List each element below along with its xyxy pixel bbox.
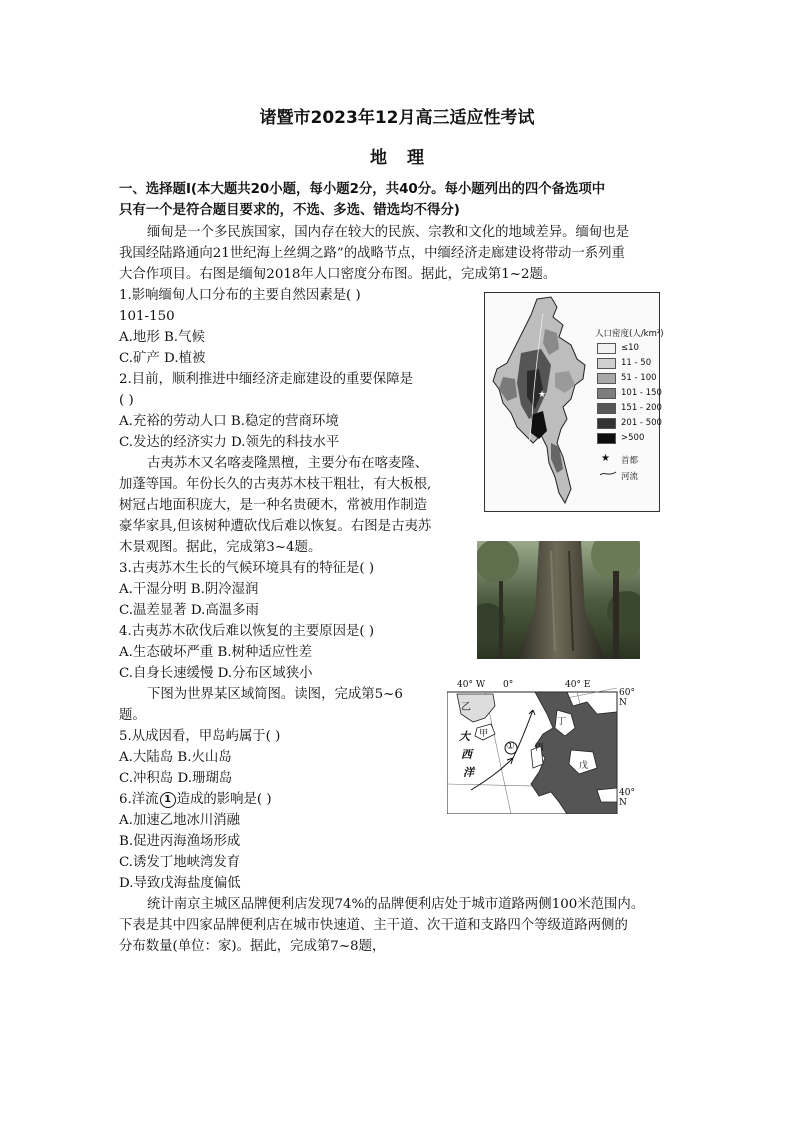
lat-label-40n: 40° N bbox=[619, 788, 635, 808]
myanmar-map-figure bbox=[484, 292, 664, 512]
subject-title: 地理 bbox=[370, 148, 444, 168]
lat-label-60n: 60° N bbox=[619, 688, 635, 708]
place-ding: 丁 bbox=[557, 717, 567, 727]
q3-options-cd: C.温差显著 D.高温多雨 bbox=[119, 603, 259, 618]
passage2-line: 树冠占地面积庞大，是一种名贵硬木，常被用作制造 bbox=[119, 498, 427, 513]
legend-swatch bbox=[597, 403, 616, 414]
passage1-line: 大合作项目。右图是缅甸2018年人口密度分布图。据此，完成第1~2题。 bbox=[119, 267, 557, 282]
legend-label: >500 bbox=[621, 433, 645, 443]
lon-label-40w: 40° W bbox=[457, 680, 486, 690]
q4-stem: 4.古夷苏木砍伐后难以恢复的主要原因是( ) bbox=[119, 624, 375, 639]
region-map-figure bbox=[447, 680, 635, 814]
ocean-label-2: 西 bbox=[461, 748, 472, 761]
q2-stem: 2.目前，顺利推进中缅经济走廊建设的重要保障是 bbox=[119, 372, 413, 387]
q6-stem-post: 造成的影响是( ) bbox=[176, 792, 272, 807]
q6-option-a: A.加速乙地冰川消融 bbox=[119, 813, 241, 828]
legend-swatch bbox=[597, 358, 616, 369]
lon-label-0: 0° bbox=[503, 680, 514, 690]
q6-stem bbox=[119, 790, 272, 810]
q1-stem: 1.影响缅甸人口分布的主要自然因素是( ) bbox=[119, 288, 361, 303]
passage4-line: 统计南京主城区品牌便利店发现74%的品牌便利店处于城市道路两侧100米范围内。 bbox=[147, 897, 645, 912]
q2-options-ab: A.充裕的劳动人口 B.稳定的营商环境 bbox=[119, 414, 339, 429]
passage2-line: 豪华家具,但该树种遭砍伐后难以恢复。右图是古夷苏 bbox=[119, 519, 432, 534]
q2-paren: ( ) bbox=[119, 393, 134, 408]
section-heading: 一、选择题Ⅰ(本大题共20小题，每小题2分，共40分。每小题列出的四个备选项中 bbox=[119, 182, 606, 197]
ocean-label-1: 大 bbox=[459, 730, 470, 743]
legend-swatch bbox=[597, 373, 616, 384]
ocean-label-3: 洋 bbox=[463, 766, 474, 779]
q4-options-ab: A.生态破坏严重 B.树种适应性差 bbox=[119, 645, 312, 660]
passage4-line: 分布数量(单位：家)。据此，完成第7~8题， bbox=[119, 939, 386, 954]
page-title: 诸暨市2023年12月高三适应性考试 bbox=[259, 108, 535, 128]
q3-stem: 3.古夷苏木生长的气候环境具有的特征是( ) bbox=[119, 561, 375, 576]
section-heading-2: 只有一个是符合题目要求的，不选、多选、错选均不得分) bbox=[119, 203, 460, 218]
q5-stem: 5.从成因看，甲岛屿属于( ) bbox=[119, 729, 281, 744]
capital-legend-label: 首都 bbox=[621, 456, 639, 466]
river-legend-icon bbox=[599, 469, 617, 479]
tree-photo bbox=[477, 541, 640, 659]
passage3-line: 下图为世界某区域简图。读图，完成第5~6 bbox=[147, 687, 403, 702]
legend-label: 201 - 500 bbox=[621, 418, 662, 428]
q2-options-cd: C.发达的经济实力 D.领先的科技水平 bbox=[119, 435, 340, 450]
q6-option-b: B.促进丙海渔场形成 bbox=[119, 834, 241, 849]
q1-options-ab: A.地形 B.气候 bbox=[119, 330, 205, 345]
place-wu: 戊 bbox=[579, 761, 589, 771]
river-legend-label: 河流 bbox=[621, 472, 639, 482]
tree-landscape-image bbox=[477, 541, 640, 659]
passage3-line: 题。 bbox=[119, 708, 146, 723]
passage2-line: 加蓬等国。年份长久的古夷苏木枝干粗壮，有大板根, bbox=[119, 477, 432, 492]
q5-options-ab: A.大陆岛 B.火山岛 bbox=[119, 750, 232, 765]
passage4-line: 下表是其中四家品牌便利店在城市快速道、主干道、次干道和支路四个等级道路两侧的 bbox=[119, 918, 628, 933]
q6-option-c: C.诱发丁地峡湾发育 bbox=[119, 855, 241, 870]
q5-options-cd: C.冲积岛 D.珊瑚岛 bbox=[119, 771, 233, 786]
legend-label: 11 - 50 bbox=[621, 358, 652, 368]
legend-label: 101 - 150 bbox=[621, 388, 662, 398]
legend-swatch bbox=[597, 388, 616, 399]
legend-label: 51 - 100 bbox=[621, 373, 657, 383]
q1-options-cd: C.矿产 D.植被 bbox=[119, 351, 206, 366]
legend-label: ≤10 bbox=[621, 343, 639, 353]
current-number: ① bbox=[506, 741, 515, 752]
legend-title: 人口密度(人/km²) bbox=[595, 329, 664, 339]
q3-options-ab: A.干湿分明 B.阴冷湿润 bbox=[119, 582, 259, 597]
place-bing: 丙 bbox=[535, 743, 545, 753]
passage1-line: 我国经陆路通向21世纪海上丝绸之路”的战略节点，中缅经济走廊建设将带动一系列重 bbox=[119, 246, 625, 261]
passage2-line: 木景观图。据此，完成第3~4题。 bbox=[119, 540, 322, 555]
svg-text:★: ★ bbox=[538, 390, 547, 400]
circled-number: 1 bbox=[160, 792, 176, 808]
place-jia: 甲 bbox=[479, 729, 489, 739]
legend-swatch bbox=[597, 418, 616, 429]
q6-stem-pre: 6.洋流 bbox=[119, 792, 159, 807]
legend-label: 151 - 200 bbox=[621, 403, 662, 413]
q6-option-d: D.导致戊海盐度偏低 bbox=[119, 876, 241, 891]
legend-swatch bbox=[597, 433, 616, 444]
passage2-line: 古夷苏木又名喀麦隆黑檀，主要分布在喀麦隆、 bbox=[147, 456, 429, 471]
passage1-line: 缅甸是一个多民族国家，国内存在较大的民族、宗教和文化的地域差异。缅甸也是 bbox=[147, 225, 630, 240]
q1-stray: 101-150 bbox=[119, 309, 175, 324]
lon-label-40e: 40° E bbox=[565, 680, 591, 690]
legend-swatch bbox=[597, 343, 616, 354]
place-yi: 乙 bbox=[461, 702, 471, 713]
capital-legend-icon: ★ bbox=[601, 453, 610, 464]
q4-options-cd: C.自身长速缓慢 D.分布区域狭小 bbox=[119, 666, 313, 681]
